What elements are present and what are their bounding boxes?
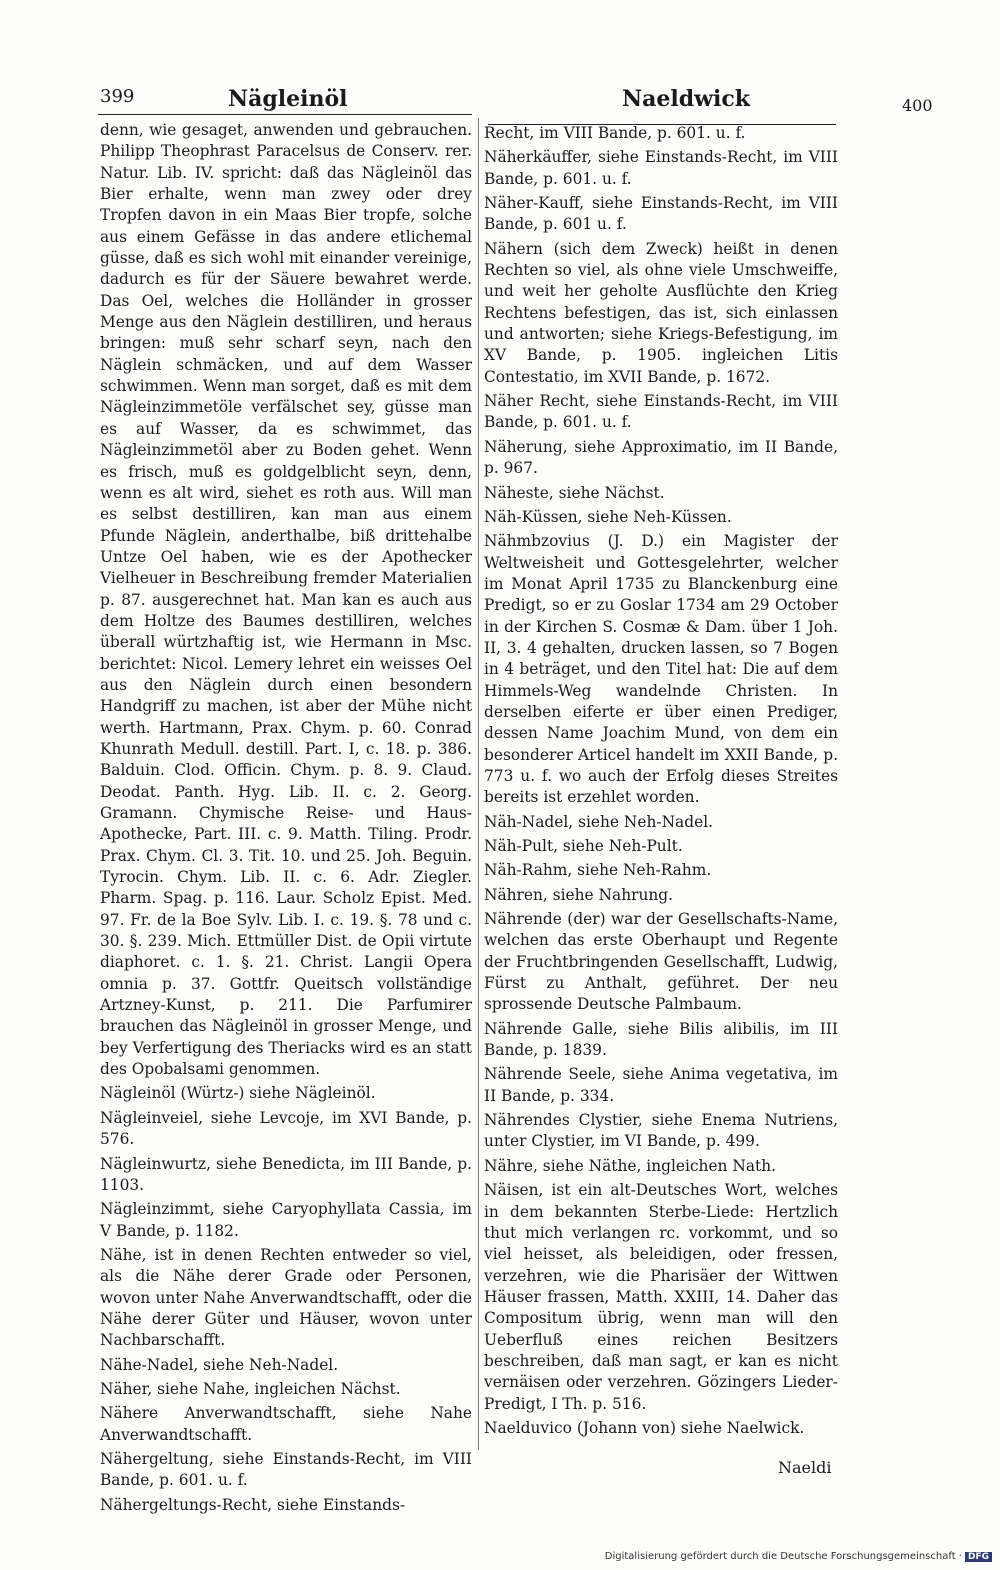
entry-naeheste: Näheste, siehe Nächst. [484, 483, 665, 502]
entry-naehergeltungs-recht: Nähergeltungs-Recht, siehe Einstands- [100, 1495, 406, 1514]
header-rule-left [98, 114, 472, 115]
right-column [484, 123, 838, 1439]
entry-naeherkaeuffer: Näherkäuffer, siehe Einstands-Recht, im VIII Bande, p. 601. u. f. [484, 148, 838, 188]
entry-naehe-nadel: Nähe-Nadel, siehe Neh-Nadel. [100, 1355, 339, 1374]
dfg-logo: DFG [965, 1552, 992, 1562]
entry-naehrende-galle: Nährende Galle, siehe Bilis alibilis, im III Bande, p. 1839. [484, 1019, 838, 1060]
entry-naeher: Näher, siehe Nahe, ingleichen Nächst. [100, 1379, 401, 1398]
entry-naehmbzovius: Nähmbzovius (J. D.) ein Magister der Weltweisheit und Gottesgelehrter, welcher im Monat April 1735 zu Blanckenburg eine Predigt, so er zu Goslar 1734 am 29 October in der Kirchen S. Cosmæ & Dam. über 1 Joh. II, 3. 4 gehalten, drucken lassen, so 7 Bogen in 4 beträget, und den Titel hat: Die auf dem Himmels-Weg wandelnde Christen. In derselben eiferte er über einen Prediger, dessen Name Joachim Mund, von dem ein besonderer Articel handelt im XXII Bande, p. 773 u. f. wo auch der Erfolg dieses Streites bereits ist erzehlet worden. [484, 532, 838, 807]
entry-naeher-recht: Näher Recht, siehe Einstands-Recht, im VIII Bande, p. 601. u. f. [484, 392, 838, 432]
left-column [100, 120, 472, 1516]
entry-naeisen: Näisen, ist ein alt-Deutsches Wort, welches in dem bekannten Sterbe-Liede: Hertzlich thut mich verlangen rc. vorkommt, und so viel heisset, als beleidigen, oder fressen, verzehren, wie die Pharisäer der Wittwen Häuser frassen, Matth. XXIII, 14. Daher das Compositum übrig, wenn man will den Ueberfluß eines reichen Besitzers beschreiben, daß man sagt, er kan es nicht vernäisen oder verzehren. Gözingers Lieder-Predigt, I Th. p. 516. [484, 1181, 838, 1413]
entry-naehern: Nähern (sich dem Zweck) heißt in denen Rechten so viel, als ohne viele Umschweiffe, und weit her geholte Ausflüchte den Krieg Rechtens befestigen, das ist, sich einlassen und antworten; siehe Kriegs-Befestigung, im XV Bande, p. 1905. ingleichen Litis Contestatio, im XVII Bande, p. 1672. [484, 239, 838, 386]
entry-naehergeltungs-recht-continued: Recht, im VIII Bande, p. 601. u. f. [484, 124, 746, 142]
entry-naehrende: Nährende (der) war der Gesellschafts-Name, welchen das erste Oberhaupt und Regente der Fruchtbringenden Gesellschafft, Ludwig, Fürst zu Anthalt, geführet. Der neu sprossende Deutsche Palmbaum. [484, 910, 838, 1014]
running-headword-right: Naeldwick [622, 86, 751, 112]
entry-naegleinoel-continued: denn, wie gesaget, anwenden und gebrauchen. Philipp Theophrast Paracelsus de Conserv. rer. Natur. Lib. IV. spricht: daß das Nägleinöl das Bier erhalte, wenn man zwey oder drey Tropfen davon in ein Maas Bier tropfe, solche aus einem Gefässe in das andere etlichemal güsse, daß es sich wohl mit einander vereinige, dadurch es für der Säuere bewahret werde. Das Oel, welches die Holländer in grosser Menge aus den Näglein destilliren, und heraus bringen: muß sehr scharf seyn, nach den Näglein schmäcken, und auf dem Wasser schwimmen. Wenn man sorget, daß es mit dem Nägleinzimmetöle verfälschet sey, güsse man es auf Wasser, da es schwimmet, das Nägleinzimmetöl aber zu Boden gehet. Wenn es frisch, muß es goldgelblicht seyn, denn, wenn es alt wird, siehet es roth aus. Will man es selbst destilliren, kan man aus einem Pfunde Näglein, anderthalbe, biß drittehalbe Untze Oel haben, wie es der Apothecker Vielheuer in Beschreibung fremder Materialien p. 87. ausgerechnet hat. Man kan es auch aus dem Holtze des Baumes destilliren, welches überall würtzhaftig ist, wie Hermann in Msc. berichtet: Nicol. Lemery lehret ein weisses Oel aus den Näglein durch einen besondern Handgriff zu machen, ist aber der Mühe nicht werth. Hartmann, Prax. Chym. p. 60. Conrad Khunrath Medull. destill. Part. I, c. 18. p. 386. Balduin. Clod. Officin. Chym. p. 8. 9. Claud. Deodat. Panth. Hyg. Lib. II. c. 2. Georg. Gramann. Chymische Reise- und Haus-Apothecke, Part. III. c. 9. Matth. Tiling. Prodr. Prax. Chym. Cl. 3. Tit. 10. und 25. Joh. Beguin. Tyrocin. Chym. Lib. II. c. 6. Adr. Ziegler. Pharm. Spag. p. 116. Laur. Scholz Epist. Med. 97. Fr. de la Boe Sylv. Lib. I. c. 19. §. 78 und c. 30. §. 239. Mich. Ettmüller Dist. de Opii virtute diaphoret. c. 1. §. 21. Christ. Langii Opera omnia p. 37. Gottfr. Queitsch vollständige Artzney-Kunst, p. 211. Die Parfumirer brauchen das Nägleinöl in grosser Menge, und bey Verfertigung des Theriacks wird es an statt des Opobalsami genommen. [100, 121, 472, 1079]
entry-naeherung: Näherung, siehe Approximatio, im II Bande, p. 967. [484, 437, 838, 478]
footer-text: Digitalisierung gefördert durch die Deutsche Forschungsgemeinschaft · [604, 1551, 962, 1562]
column-divider [478, 118, 479, 1450]
entry-naegleinzimmt: Nägleinzimmt, siehe Caryophyllata Cassia, im V Bande, p. 1182. [100, 1200, 472, 1240]
entry-naehrende-seele: Nährende Seele, siehe Anima vegetativa, im II Bande, p. 334. [484, 1065, 838, 1105]
digitization-footer [605, 1551, 992, 1562]
page-number-right: 400 [902, 96, 933, 115]
entry-naehre: Nähre, siehe Näthe, ingleichen Nath. [484, 1156, 776, 1175]
entry-naehren: Nähren, siehe Nahrung. [484, 885, 674, 904]
entry-naegleinoel-wuertz: Nägleinöl (Würtz-) siehe Nägleinöl. [100, 1084, 376, 1103]
page-number-left: 399 [100, 86, 135, 107]
entry-naehergeltung: Nähergeltung, siehe Einstands-Recht, im VIII Bande, p. 601. u. f. [100, 1449, 472, 1490]
entry-naelduvico: Naelduvico (Johann von) siehe Naelwick. [484, 1418, 805, 1437]
catchword: Naeldi [778, 1458, 832, 1477]
entry-naeh-kuessen: Näh-Küssen, siehe Neh-Küssen. [484, 507, 732, 526]
entry-naeh-rahm: Näh-Rahm, siehe Neh-Rahm. [484, 861, 712, 880]
entry-naeher-kauff: Näher-Kauff, siehe Einstands-Recht, im VIII Bande, p. 601 u. f. [484, 194, 838, 234]
entry-naeh-pult: Näh-Pult, siehe Neh-Pult. [484, 837, 683, 855]
running-headword-left: Nägleinöl [228, 86, 348, 112]
entry-naegleinwurtz: Nägleinwurtz, siehe Benedicta, im III Bande, p. 1103. [100, 1154, 472, 1194]
entry-naehe: Nähe, ist in denen Rechten entweder so viel, als die Nähe derer Grade oder Personen, wovon unter Nahe Anverwandtschafft, oder die Nähe derer Güter und Häuser, wovon unter Nachbarschafft. [100, 1245, 472, 1350]
entry-naehrendes-clystier: Nährendes Clystier, siehe Enema Nutriens, unter Clystier, im VI Bande, p. 499. [484, 1111, 838, 1151]
entry-naehere-anverwandtschafft: Nähere Anverwandtschafft, siehe Nahe Anverwandtschafft. [100, 1404, 472, 1444]
entry-naeh-nadel: Näh-Nadel, siehe Neh-Nadel. [484, 812, 714, 831]
entry-naegleinveiel: Nägleinveiel, siehe Levcoje, im XVI Bande, p. 576. [100, 1108, 472, 1149]
